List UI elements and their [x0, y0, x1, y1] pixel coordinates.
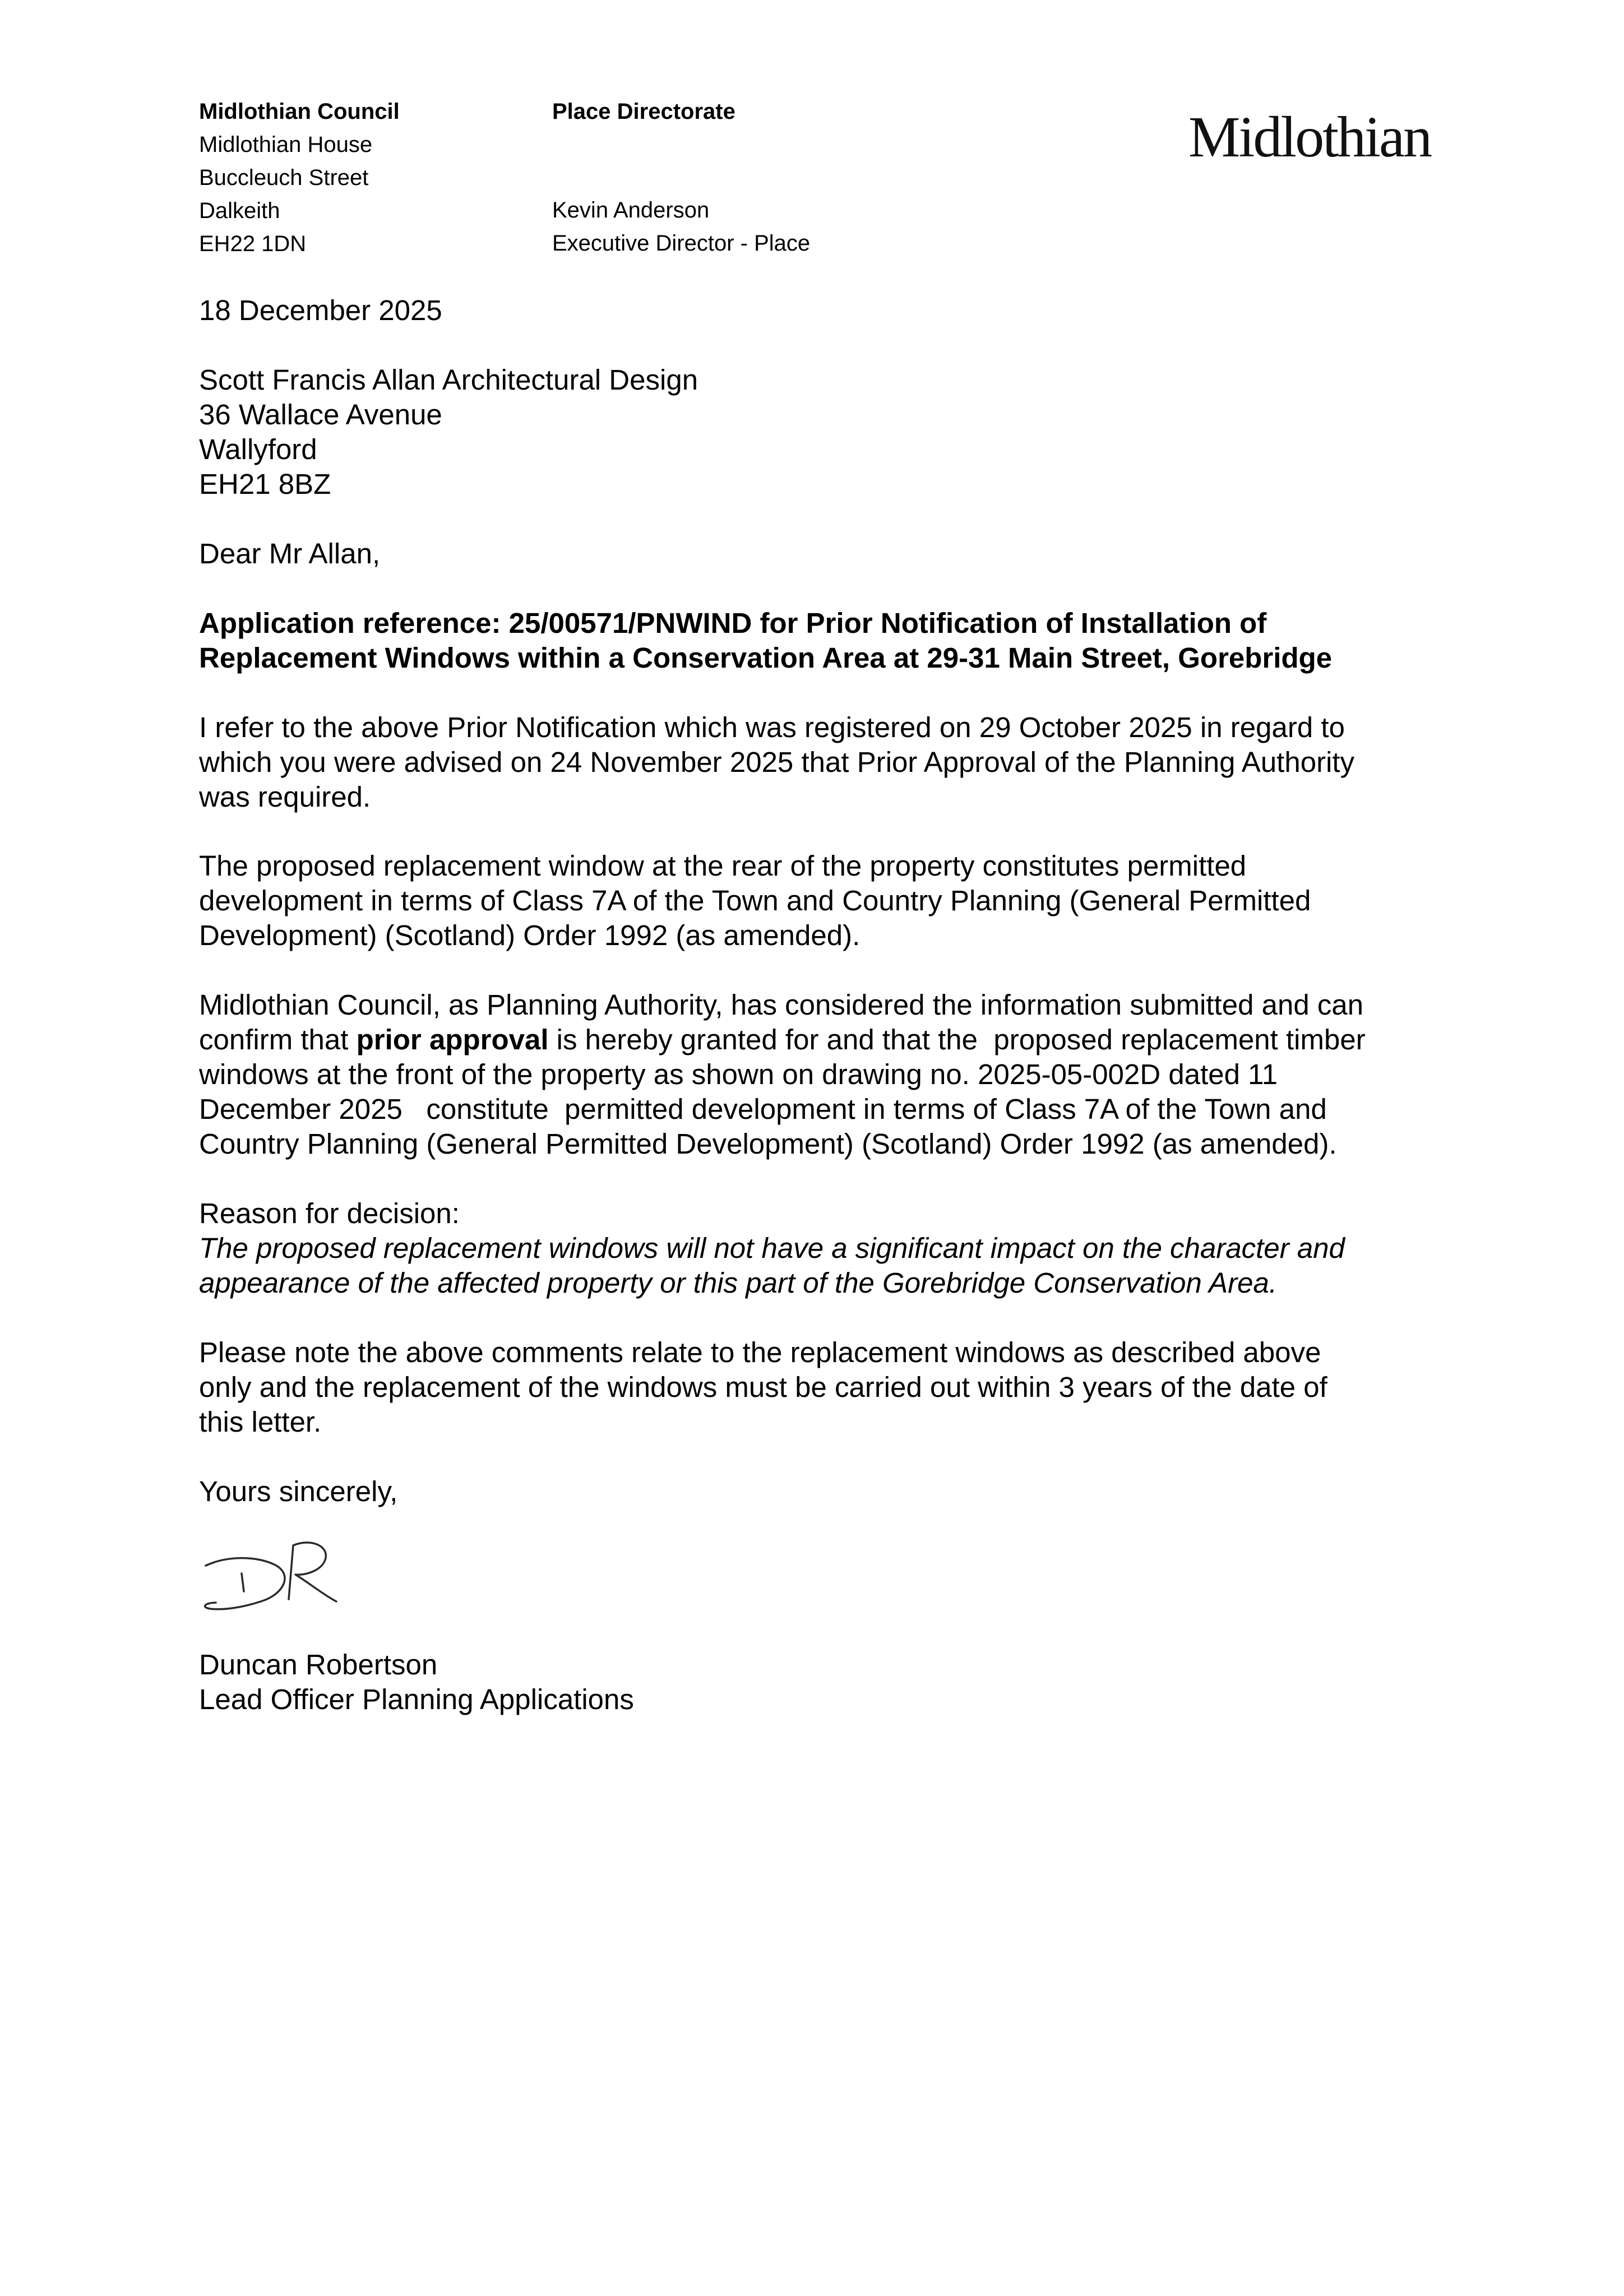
- paragraph-text: is hereby granted for and that the proposed replacement timber: [548, 1024, 1366, 1056]
- reason-line: appearance of the affected property or this part of the Gorebridge Conservation Area.: [199, 1267, 1278, 1299]
- sender-address-line: Midlothian House: [199, 132, 373, 157]
- closing: Yours sincerely,: [199, 1475, 398, 1507]
- paragraph-line: which you were advised on 24 November 2025 that Prior Approval of the Planning Authority: [199, 746, 1355, 778]
- sender-address-line: EH22 1DN: [199, 232, 307, 256]
- reason-line: The proposed replacement windows will not have a significant impact on the character and: [199, 1232, 1345, 1264]
- directorate-block: [552, 95, 735, 128]
- signatory-name: Duncan Robertson: [199, 1649, 438, 1681]
- recipient-line: 36 Wallace Avenue: [199, 399, 442, 430]
- paragraph-line: Please note the above comments relate to the replacement windows as described above: [199, 1336, 1321, 1368]
- paragraph-text: confirm that: [199, 1024, 357, 1056]
- recipient-line: Wallyford: [199, 433, 317, 465]
- sender-address-block: [199, 95, 400, 261]
- paragraph-line: Midlothian Council, as Planning Authority, has considered the information submitted and can: [199, 989, 1364, 1021]
- sender-address-line: Buccleuch Street: [199, 165, 369, 190]
- prior-approval-emphasis: prior approval: [356, 1024, 549, 1056]
- paragraph-line: was required.: [199, 781, 371, 813]
- recipient-line: Scott Francis Allan Architectural Design: [199, 364, 698, 396]
- midlothian-logo: Midlothian: [1188, 105, 1431, 169]
- director-block: [552, 194, 810, 260]
- signatory-block: [199, 1647, 634, 1717]
- signatory-title: Lead Officer Planning Applications: [199, 1683, 634, 1715]
- recipient-address-block: [199, 363, 698, 502]
- sender-address-line: Dalkeith: [199, 198, 280, 223]
- salutation: Dear Mr Allan,: [199, 538, 381, 570]
- paragraph-prior-approval: [199, 988, 1466, 1161]
- sender-organisation: Midlothian Council: [199, 99, 400, 124]
- reason-heading: Reason for decision:: [199, 1197, 460, 1229]
- paragraph-line: [199, 1022, 1466, 1057]
- letter-date: 18 December 2025: [199, 294, 442, 326]
- paragraph-rear-window: [199, 849, 1466, 953]
- paragraph-line: only and the replacement of the windows must be carried out within 3 years of the date of: [199, 1371, 1327, 1403]
- paragraph-line: December 2025 constitute permitted development in terms of Class 7A of the Town and: [199, 1093, 1327, 1125]
- paragraph-line: Country Planning (General Permitted Development) (Scotland) Order 1992 (as amended).: [199, 1128, 1337, 1160]
- subject-line: Replacement Windows within a Conservation Area at 29-31 Main Street, Gorebridge: [199, 642, 1332, 674]
- reason-for-decision: [199, 1196, 1466, 1300]
- recipient-line: EH21 8BZ: [199, 468, 331, 500]
- subject-line: Application reference: 25/00571/PNWIND for Prior Notification of Installation of: [199, 607, 1267, 639]
- subject-heading: [199, 606, 1460, 675]
- paragraph-registration: [199, 710, 1466, 814]
- paragraph-line: Development) (Scotland) Order 1992 (as amended).: [199, 919, 860, 951]
- paragraph-line: this letter.: [199, 1406, 322, 1438]
- paragraph-line: windows at the front of the property as shown on drawing no. 2025-05-002D dated 11: [199, 1058, 1278, 1090]
- director-title: Executive Director - Place: [552, 231, 811, 256]
- paragraph-line: The proposed replacement window at the rear of the property constitutes permitted: [199, 850, 1247, 882]
- director-name: Kevin Anderson: [552, 198, 710, 223]
- paragraph-time-limit: [199, 1335, 1466, 1439]
- directorate-name: Place Directorate: [552, 99, 735, 124]
- paragraph-line: I refer to the above Prior Notification which was registered on 29 October 2025 in regard to: [199, 711, 1345, 743]
- handwritten-signature: [193, 1533, 350, 1617]
- paragraph-line: development in terms of Class 7A of the Town and Country Planning (General Permitted: [199, 885, 1311, 916]
